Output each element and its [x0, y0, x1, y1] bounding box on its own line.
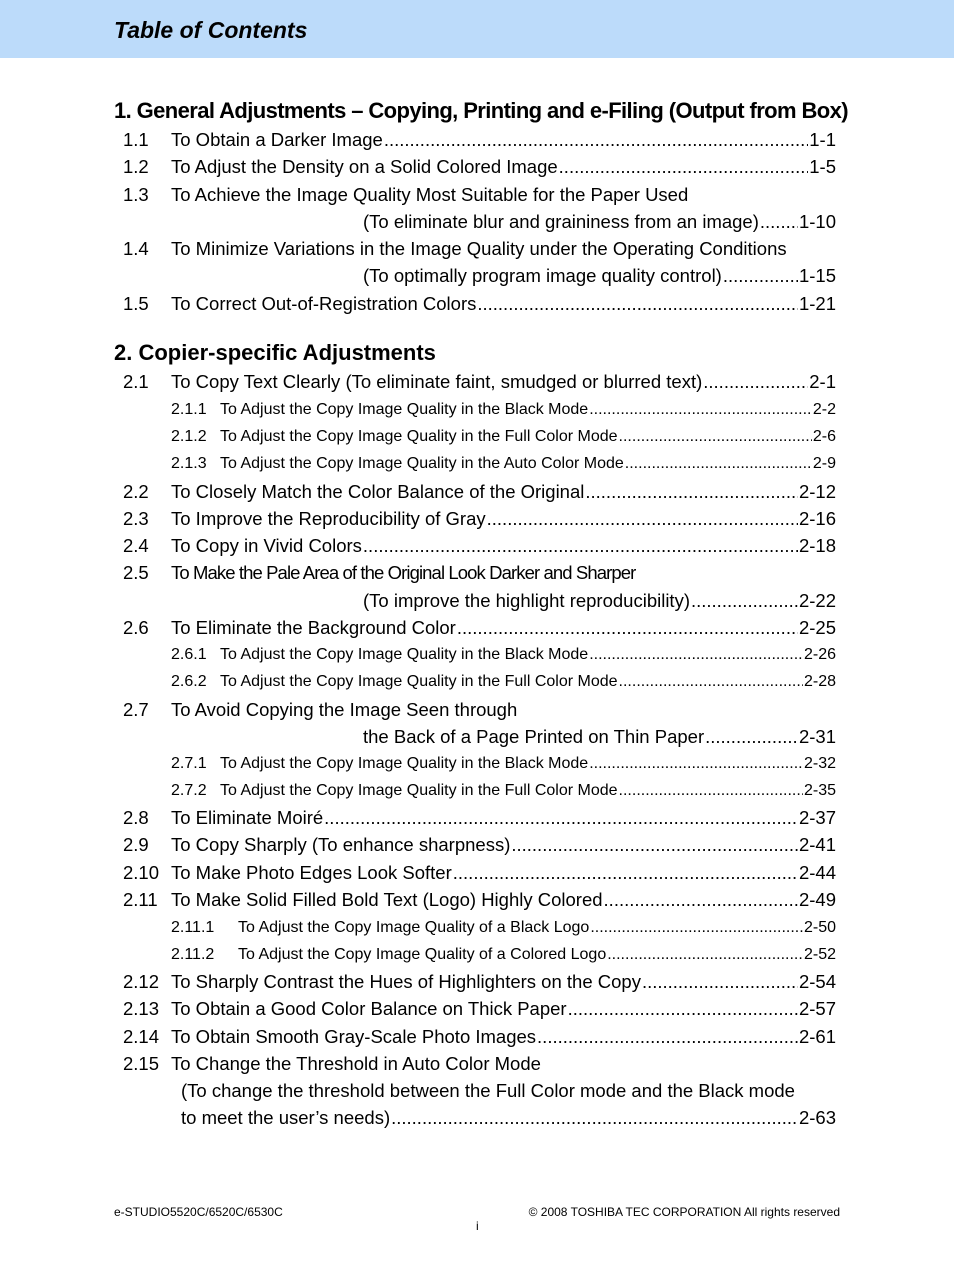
leader-dots [559, 155, 809, 179]
entry-page: 2-63 [798, 1107, 836, 1128]
entry-number: 2.10 [123, 862, 160, 883]
toc-entry-2-14[interactable] [0, 1025, 954, 1049]
section-1-title: 1. General Adjustments – Copying, Printing and e-Filing (Output from Box) [114, 98, 848, 123]
entry-subtitle: (To change the threshold between the Full Color mode and the Black mode [181, 1080, 795, 1101]
entry-number: 1.1 [123, 129, 149, 150]
leader-dots [691, 589, 798, 613]
leader-dots [760, 210, 798, 234]
entry-number: 2.6.1 [171, 646, 207, 663]
leader-dots [568, 997, 798, 1021]
entry-title: To Adjust the Copy Image Quality in the Black Mode [220, 646, 589, 663]
entry-page: 2-57 [798, 998, 836, 1019]
leader-dots [324, 806, 798, 830]
entry-subtitle: (To improve the highlight reproducibility) [363, 590, 690, 611]
entry-page: 1-10 [798, 211, 836, 232]
entry-title: To Adjust the Copy Image Quality in the Full Color Mode [220, 782, 618, 799]
entry-title: To Eliminate the Background Color [171, 617, 456, 638]
entry-title: To Adjust the Copy Image Quality in the Full Color Mode [220, 673, 618, 690]
toc-entry-1-3[interactable] [0, 183, 954, 207]
leader-dots [703, 370, 808, 394]
entry-subtitle: (To eliminate blur and graininess from an image) [363, 211, 759, 232]
toc-entry-2-7[interactable] [0, 698, 954, 722]
entry-number: 1.2 [123, 156, 149, 177]
entry-number: 2.2 [123, 481, 149, 502]
entry-title: To Closely Match the Color Balance of the Original [171, 481, 585, 502]
entry-number: 2.11 [123, 889, 158, 910]
entry-page: 2-28 [803, 673, 836, 690]
entry-page: 2-22 [798, 590, 836, 611]
entry-title: To Adjust the Copy Image Quality in the Auto Color Mode [220, 455, 624, 472]
entry-title: To Make the Pale Area of the Original Look Darker and Sharper [171, 562, 636, 583]
leader-dots [642, 970, 798, 994]
entry-number: 2.11.1 [171, 919, 215, 936]
entry-number: 2.1 [123, 371, 149, 392]
toc-entry-2-6-1[interactable] [0, 643, 954, 667]
entry-title: To Sharply Contrast the Hues of Highlighters on the Copy [171, 971, 641, 992]
entry-page: 1-1 [809, 129, 836, 150]
entry-page: 2-37 [798, 807, 836, 828]
toc-entry-2-4[interactable] [0, 534, 954, 558]
entry-page: 2-18 [798, 535, 836, 556]
toc-entry-1-1[interactable] [0, 128, 954, 152]
entry-title: To Copy in Vivid Colors [171, 535, 362, 556]
entry-title: To Eliminate Moiré [171, 807, 324, 828]
entry-number: 2.3 [123, 508, 149, 529]
leader-dots [453, 861, 798, 885]
leader-dots [705, 725, 798, 749]
entry-page: 1-15 [798, 265, 836, 286]
leader-dots [619, 425, 812, 449]
entry-page: 2-54 [798, 971, 836, 992]
leader-dots [537, 1025, 798, 1049]
entry-number: 2.7.1 [171, 755, 207, 772]
page-title: Table of Contents [114, 17, 308, 43]
footer-copyright: © 2008 TOSHIBA TEC CORPORATION All rights reserved [528, 1205, 840, 1219]
entry-number: 2.1.3 [171, 455, 207, 472]
entry-number: 2.12 [123, 971, 160, 992]
footer-model: e-STUDIO5520C/6520C/6530C [114, 1205, 283, 1219]
toc-entry-2-1-1[interactable] [0, 398, 954, 422]
toc-entry-1-3-cont[interactable] [0, 210, 954, 234]
entry-number: 2.1.1 [171, 401, 207, 418]
entry-title: To Minimize Variations in the Image Quality under the Operating Conditions [171, 238, 787, 259]
entry-title: To Adjust the Copy Image Quality of a Black Logo [238, 919, 590, 936]
entry-title: To Adjust the Copy Image Quality in the Black Mode [220, 401, 589, 418]
leader-dots [625, 452, 812, 476]
entry-title: To Improve the Reproducibility of Gray [171, 508, 486, 529]
entry-number: 2.8 [123, 807, 149, 828]
toc-entry-2-6[interactable] [0, 616, 954, 640]
toc-entry-1-4-cont[interactable] [0, 264, 954, 288]
leader-dots [589, 752, 803, 776]
entry-number: 1.3 [123, 184, 149, 205]
entry-number: 2.13 [123, 998, 160, 1019]
leader-dots [590, 916, 803, 940]
entry-number: 1.5 [123, 293, 149, 314]
entry-subtitle: (To optimally program image quality control) [363, 265, 722, 286]
leader-dots [585, 480, 798, 504]
entry-title: To Adjust the Copy Image Quality in the Full Color Mode [220, 428, 618, 445]
toc-entry-2-9[interactable] [0, 833, 954, 857]
toc-entry-2-11[interactable] [0, 888, 954, 912]
entry-title: To Adjust the Copy Image Quality in the Black Mode [220, 755, 589, 772]
toc-entry-2-2[interactable] [0, 480, 954, 504]
leader-dots [457, 616, 798, 640]
entry-title: To Correct Out-of-Registration Colors [171, 293, 477, 314]
leader-dots [363, 534, 798, 558]
entry-number: 2.4 [123, 535, 149, 556]
entry-number: 2.6 [123, 617, 149, 638]
toc-entry-2-12[interactable] [0, 970, 954, 994]
entry-number: 2.7 [123, 699, 149, 720]
toc-entry-2-15-cont2[interactable] [0, 1106, 954, 1130]
leader-dots [384, 128, 808, 152]
entry-page: 2-41 [798, 834, 836, 855]
leader-dots [607, 943, 803, 967]
entry-page: 2-6 [812, 428, 836, 445]
toc-entry-2-5-cont[interactable] [0, 589, 954, 613]
entry-page: 2-16 [798, 508, 836, 529]
toc-entry-2-13[interactable] [0, 997, 954, 1021]
entry-title: To Achieve the Image Quality Most Suitable for the Paper Used [171, 184, 689, 205]
toc-entry-2-6-2[interactable] [0, 670, 954, 694]
leader-dots [619, 670, 803, 694]
entry-title: To Make Solid Filled Bold Text (Logo) Highly Colored [171, 889, 603, 910]
entry-title: To Adjust the Density on a Solid Colored Image [171, 156, 558, 177]
entry-title: To Copy Text Clearly (To eliminate faint, smudged or blurred text) [171, 371, 703, 392]
entry-number: 2.7.2 [171, 782, 207, 799]
toc-entry-2-11-1[interactable] [0, 916, 954, 940]
toc-entry-1-4[interactable] [0, 237, 954, 261]
entry-subtitle: the Back of a Page Printed on Thin Paper [363, 726, 705, 747]
toc-entry-2-1-3[interactable] [0, 452, 954, 476]
leader-dots [723, 264, 798, 288]
entry-title: To Obtain Smooth Gray-Scale Photo Images [171, 1026, 537, 1047]
entry-title: To Avoid Copying the Image Seen through [171, 699, 518, 720]
entry-title: To Make Photo Edges Look Softer [171, 862, 452, 883]
toc-entry-2-11-2[interactable] [0, 943, 954, 967]
toc-entry-2-8[interactable] [0, 806, 954, 830]
entry-number: 2.15 [123, 1053, 160, 1074]
entry-subtitle: to meet the user’s needs) [181, 1107, 391, 1128]
entry-page: 2-50 [803, 919, 836, 936]
toc-entry-2-7-cont[interactable] [0, 725, 954, 749]
entry-number: 2.9 [123, 834, 149, 855]
leader-dots [589, 398, 812, 422]
entry-page: 1-21 [798, 293, 836, 314]
entry-title: To Obtain a Darker Image [171, 129, 383, 150]
toc-entry-2-5[interactable] [0, 561, 954, 585]
entry-number: 2.1.2 [171, 428, 207, 445]
entry-number: 2.14 [123, 1026, 160, 1047]
toc-entry-1-5[interactable] [0, 292, 954, 316]
entry-number: 1.4 [123, 238, 149, 259]
leader-dots [619, 779, 803, 803]
entry-page: 1-5 [809, 156, 836, 177]
toc-entry-2-7-1[interactable] [0, 752, 954, 776]
entry-title: To Change the Threshold in Auto Color Mode [171, 1053, 541, 1074]
toc-entry-2-10[interactable] [0, 861, 954, 885]
entry-page: 2-1 [809, 371, 836, 392]
entry-page: 2-44 [798, 862, 836, 883]
leader-dots [589, 643, 803, 667]
entry-page: 2-2 [812, 401, 836, 418]
toc-entry-2-15[interactable] [0, 1052, 954, 1076]
entry-title: To Adjust the Copy Image Quality of a Colored Logo [238, 946, 607, 963]
entry-title: To Obtain a Good Color Balance on Thick Paper [171, 998, 567, 1019]
entry-page: 2-32 [803, 755, 836, 772]
entry-page: 2-35 [803, 782, 836, 799]
entry-number: 2.5 [123, 562, 149, 583]
leader-dots [391, 1106, 798, 1130]
entry-page: 2-9 [812, 455, 836, 472]
entry-page: 2-52 [803, 946, 836, 963]
entry-page: 2-25 [798, 617, 836, 638]
leader-dots [604, 888, 798, 912]
entry-page: 2-12 [798, 481, 836, 502]
toc-entry-2-15-cont[interactable] [0, 1079, 954, 1103]
toc-entry-1-2[interactable] [0, 155, 954, 179]
leader-dots [477, 292, 798, 316]
leader-dots [487, 507, 798, 531]
toc-entry-2-3[interactable] [0, 507, 954, 531]
leader-dots [511, 833, 798, 857]
toc-entry-2-1[interactable] [0, 370, 954, 394]
toc-entry-2-7-2[interactable] [0, 779, 954, 803]
entry-page: 2-31 [798, 726, 836, 747]
entry-number: 2.11.2 [171, 946, 215, 963]
toc-entry-2-1-2[interactable] [0, 425, 954, 449]
entry-title: To Copy Sharply (To enhance sharpness) [171, 834, 511, 855]
entry-page: 2-61 [798, 1026, 836, 1047]
entry-page: 2-26 [803, 646, 836, 663]
footer-page-number: i [476, 1219, 479, 1233]
entry-page: 2-49 [798, 889, 836, 910]
section-2-title: 2. Copier-specific Adjustments [114, 340, 436, 365]
entry-number: 2.6.2 [171, 673, 207, 690]
